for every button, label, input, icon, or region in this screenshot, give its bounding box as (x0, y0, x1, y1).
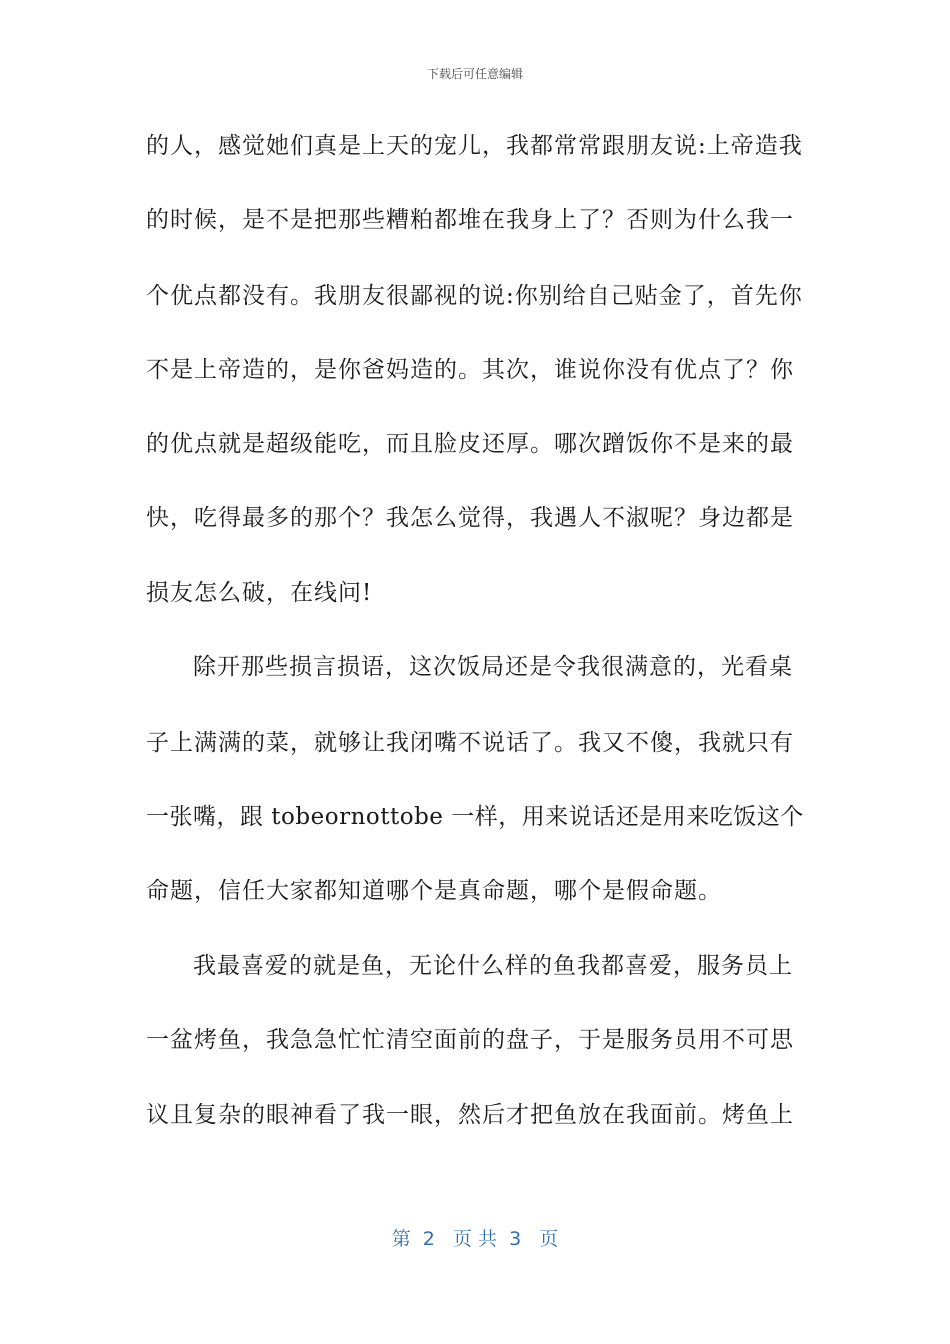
body-line: 损友怎么破，在线问! (146, 580, 373, 606)
body-line: 的优点就是超级能吃，而且脸皮还厚。哪次蹭饭你不是来的最 (146, 431, 794, 457)
body-line: 的人，感觉她们真是上天的宠儿，我都常常跟朋友说:上帝造我 (146, 133, 803, 159)
body-line: 命题，信任大家都知道哪个是真命题，哪个是假命题。 (146, 878, 722, 904)
body-line: 的时候，是不是把那些糟粕都堆在我身上了？否则为什么我一 (146, 207, 794, 233)
body-line: 个优点都没有。我朋友很鄙视的说:你别给自己贴金了，首先你 (146, 283, 803, 309)
paragraph-first-line: 除开那些损言损语，这次饭局还是令我很满意的，光看桌 (193, 654, 793, 680)
page-number-footer: 第 2 页 共 3 页 (391, 1228, 559, 1250)
body-line: 一张嘴，跟 tobeornottobe 一样，用来说话还是用来吃饭这个 (146, 804, 804, 830)
body-line: 快，吃得最多的那个？我怎么觉得，我遇人不淑呢？身边都是 (146, 505, 794, 531)
paragraph-first-line: 我最喜爱的就是鱼，无论什么样的鱼我都喜爱，服务员上 (193, 953, 793, 979)
body-line: 一盆烤鱼，我急急忙忙清空面前的盘子，于是服务员用不可思 (146, 1027, 794, 1053)
page-header: 下载后可任意编辑 (426, 67, 523, 81)
body-line: 不是上帝造的，是你爸妈造的。其次，谁说你没有优点了？你 (146, 357, 794, 383)
body-line: 子上满满的菜，就够让我闭嘴不说话了。我又不傻，我就只有 (146, 730, 794, 756)
body-line: 议且复杂的眼神看了我一眼，然后才把鱼放在我面前。烤鱼上 (146, 1102, 794, 1128)
